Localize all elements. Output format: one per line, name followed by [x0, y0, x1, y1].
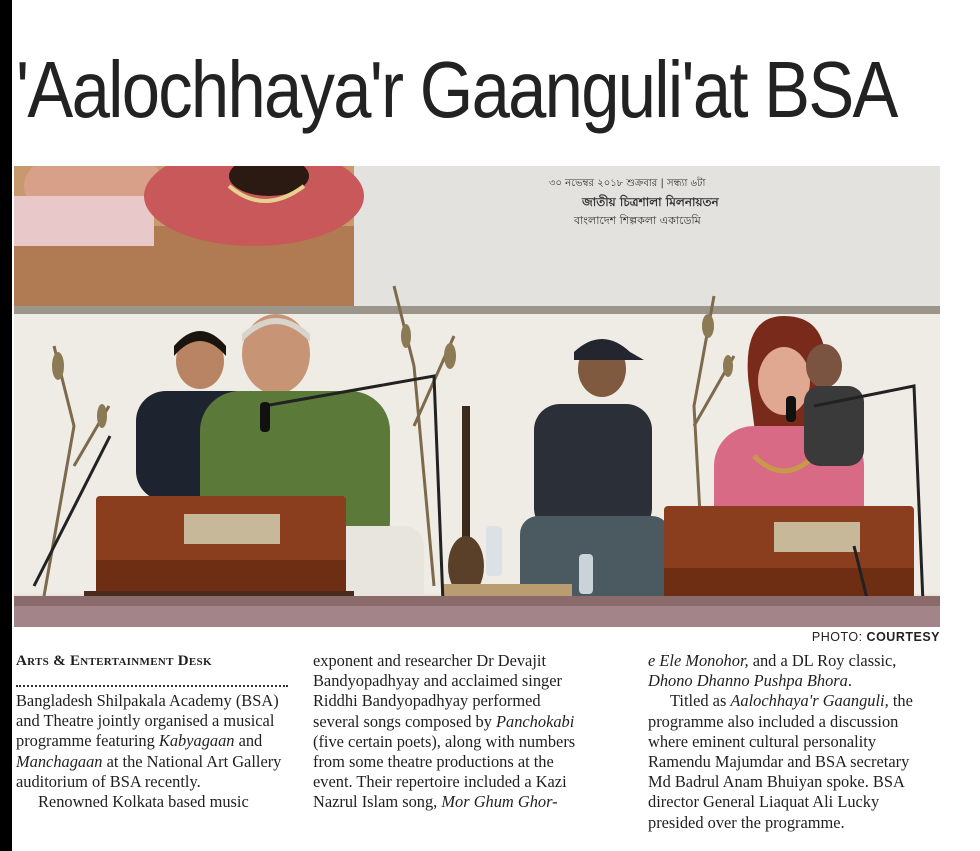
- col2-paragraph: exponent and researcher Dr Devajit Bandyopadhyay and acclaimed singer Riddhi Bandyopadhyay performed several songs composed by Panchokabi (five certain poets), along with numbers from some theatre productions at the event. Their repertoire included a Kazi Nazrul Islam song, Mor Ghum Ghor-: [313, 651, 576, 812]
- event-photo: [14, 166, 940, 627]
- col1-paragraph-2: Renowned Kolkata based music: [38, 792, 249, 812]
- headline: 'Aalochhaya'r Gaanguli'at BSA: [16, 45, 897, 134]
- stage-illustration: [14, 166, 940, 627]
- col3-paragraph-1: e Ele Monohor, and a DL Roy classic, Dhono Dhanno Pushpa Bhora.: [648, 651, 897, 691]
- article-column-1: [16, 651, 294, 812]
- left-margin-bar: [0, 0, 12, 851]
- col1-paragraph-1: Bangladesh Shilpakala Academy (BSA) and Theatre jointly organised a musical programme featuring Kabyagaan and Manchagaan at the National Art Gallery auditorium of BSA recently.: [16, 691, 282, 791]
- desk-byline: Arts & Entertainment Desk: [16, 653, 212, 669]
- banner-date: ৩০ নভেম্বর ২০১৮ শুক্রবার | সন্ধ্যা ৬টা: [549, 178, 706, 189]
- photo-credit-name: COURTESY: [866, 630, 940, 644]
- photo-credit: [812, 630, 940, 644]
- banner-venue: জাতীয় চিত্রশালা মিলনায়তন: [582, 195, 719, 209]
- col3-paragraph-2: Titled as Aalochhaya'r Gaanguli, the programme also included a discussion where eminent cultural personality Ramendu Majumdar and BSA secretary Md Badrul Anam Bhuiyan spoke. BSA director General Liaquat Ali Lucky presided over the programme.: [648, 691, 913, 832]
- banner-academy: বাংলাদেশ শিল্পকলা একাডেমি: [574, 214, 701, 227]
- article-column-2: [313, 651, 591, 813]
- photo-credit-prefix: PHOTO:: [811, 630, 863, 644]
- dotted-divider: [16, 685, 288, 687]
- article-column-3: [648, 651, 926, 833]
